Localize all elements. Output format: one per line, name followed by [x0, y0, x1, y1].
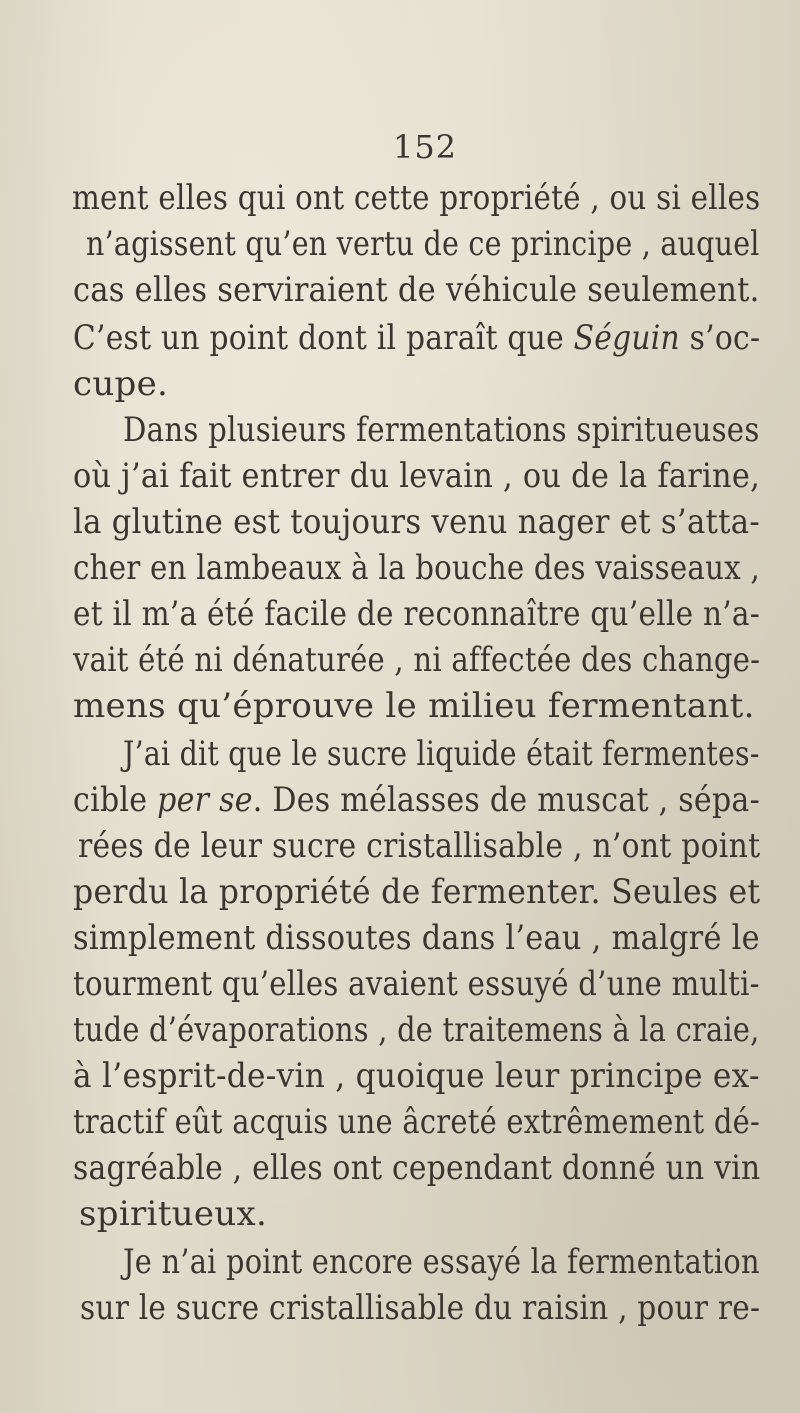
text-line: vait été ni dénaturée , ni affectée des change- [73, 640, 761, 680]
italic-text: per se [157, 780, 253, 820]
text-line: où j’ai fait entrer du levain , ou de la farine, [73, 456, 760, 496]
text-line: Dans plusieurs fermentations spiritueuses [123, 410, 760, 450]
text-line: tractif eût acquis une âcreté extrêmement dé- [73, 1102, 761, 1142]
text-line: perdu la propriété de fermenter. Seules et [73, 872, 761, 912]
text-line: sagréable , elles ont cependant donné un vin [73, 1148, 761, 1188]
text-line: C’est un point dont il paraît que Séguin s’oc- [73, 318, 761, 358]
page-number: 152 [392, 128, 458, 166]
text-line: mens qu’éprouve le milieu fermentant. [73, 686, 755, 726]
text-line: tourment qu’elles avaient essuyé d’une multi- [73, 964, 760, 1004]
text-line: cible per se. Des mélasses de muscat , sépa- [73, 780, 761, 820]
text-line: à l’esprit-de-vin , quoique leur principe ex- [73, 1056, 760, 1096]
text-line: et il m’a été facile de reconnaître qu’elle n’a- [73, 594, 761, 634]
text-line: spiritueux. [79, 1194, 268, 1234]
text-line: J’ai dit que le sucre liquide était fermentes- [123, 734, 760, 774]
text-line: tude d’évaporations , de traitemens à la craie, [73, 1010, 760, 1050]
text-line: Je n’ai point encore essayé la fermentation [123, 1242, 760, 1282]
text-line: ment elles qui ont cette propriété , ou si elles [72, 178, 761, 218]
text-line: cher en lambeaux à la bouche des vaisseaux , [73, 548, 761, 588]
text-line: cupe. [73, 364, 169, 404]
text-line: n’agissent qu’en vertu de ce principe , auquel [86, 224, 760, 264]
text-line: la glutine est toujours venu nager et s’atta- [73, 502, 761, 542]
text-line: cas elles serviraient de véhicule seulement. [73, 270, 760, 310]
italic-text: Séguin [573, 318, 680, 358]
text-line: simplement dissoutes dans l’eau , malgré le [73, 918, 760, 958]
text-line: sur le sucre cristallisable du raisin , pour re- [80, 1288, 761, 1328]
text-line: rées de leur sucre cristallisable , n’ont point [78, 826, 761, 866]
